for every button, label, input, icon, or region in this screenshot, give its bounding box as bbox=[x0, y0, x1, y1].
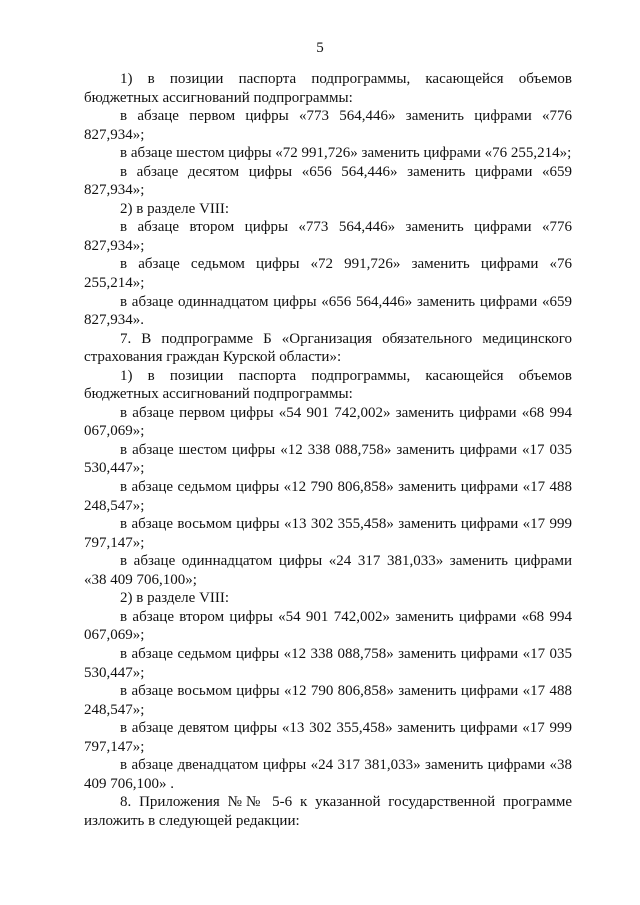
paragraph: 1) в позиции паспорта подпрограммы, касающейся объемов бюджетных ассигнований подпрограммы: bbox=[84, 71, 572, 106]
paragraph: в абзаце десятом цифры «656 564,446» заменить цифрами «659 827,934»; bbox=[84, 163, 572, 199]
paragraph: 1) в позиции паспорта подпрограммы, касающейся объемов бюджетных ассигнований подпрограммы: bbox=[84, 367, 572, 403]
paragraph: в абзаце седьмом цифры «12 790 806,858» заменить цифрами «17 488 248,547»; bbox=[84, 479, 572, 514]
paragraph: в абзаце одиннадцатом цифры «24 317 381,033» заменить цифрами «38 409 706,100»; bbox=[84, 553, 572, 588]
paragraph: в абзаце седьмом цифры «72 991,726» заменить цифрами «76 255,214»; bbox=[84, 256, 572, 292]
page-number: 5 bbox=[316, 40, 324, 56]
paragraph: 8. Приложения №№ 5-6 к указанной государственной программе изложить в следующей редакции: bbox=[84, 794, 572, 829]
paragraph: в абзаце восьмом цифры «13 302 355,458» заменить цифрами «17 999 797,147»; bbox=[84, 516, 572, 551]
paragraph: в абзаце первом цифры «773 564,446» заменить цифрами «776 827,934»; bbox=[84, 108, 572, 143]
paragraph: в абзаце восьмом цифры «12 790 806,858» заменить цифрами «17 488 248,547»; bbox=[84, 683, 572, 718]
paragraph: в абзаце двенадцатом цифры «24 317 381,033» заменить цифрами «38 409 706,100» . bbox=[84, 757, 572, 792]
paragraph: в абзаце втором цифры «54 901 742,002» заменить цифрами «68 994 067,069»; bbox=[84, 608, 572, 644]
paragraph: в абзаце шестом цифры «72 991,726» заменить цифрами «76 255,214»; bbox=[120, 145, 572, 162]
paragraph: в абзаце втором цифры «773 564,446» заменить цифрами «776 827,934»; bbox=[84, 219, 572, 254]
paragraph: 2) в разделе VIII: bbox=[120, 200, 230, 217]
paragraph: в абзаце седьмом цифры «12 338 088,758» заменить цифрами «17 035 530,447»; bbox=[84, 645, 572, 681]
paragraph: 2) в разделе VIII: bbox=[120, 590, 230, 607]
paragraph: 7. В подпрограмме Б «Организация обязательного медицинского страхования граждан Курской области»: bbox=[84, 330, 572, 366]
paragraph: в абзаце шестом цифры «12 338 088,758» заменить цифрами «17 035 530,447»; bbox=[84, 441, 572, 477]
document-body bbox=[84, 70, 572, 830]
paragraph: в абзаце первом цифры «54 901 742,002» заменить цифрами «68 994 067,069»; bbox=[84, 404, 572, 440]
paragraph: в абзаце девятом цифры «13 302 355,458» заменить цифрами «17 999 797,147»; bbox=[84, 720, 572, 755]
paragraph: в абзаце одиннадцатом цифры «656 564,446» заменить цифрами «659 827,934». bbox=[84, 293, 572, 329]
